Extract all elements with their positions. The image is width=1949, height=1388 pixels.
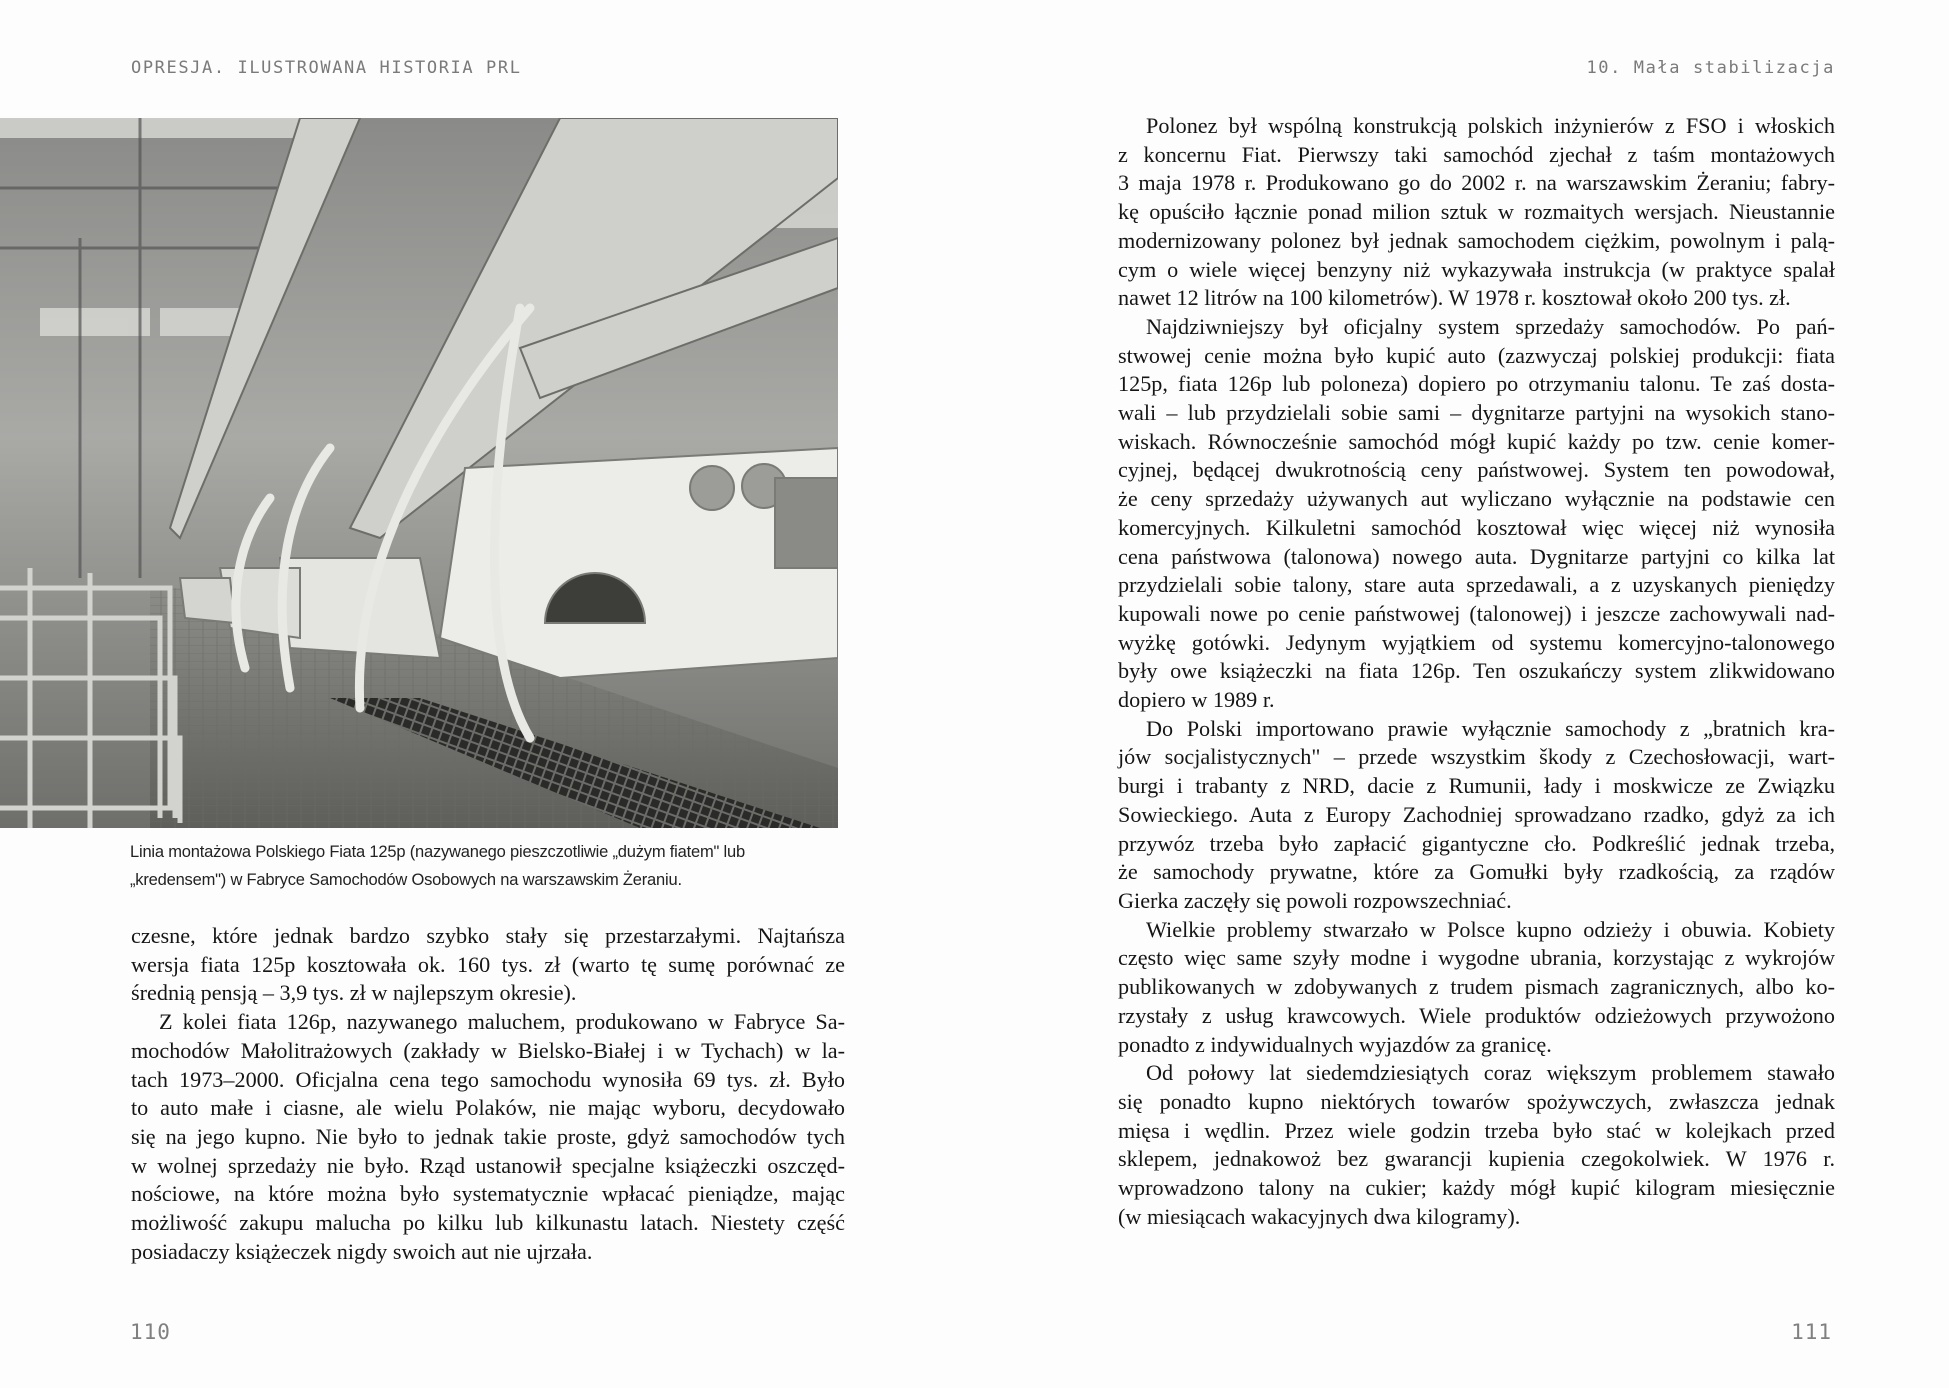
paragraph [131,922,845,1008]
running-head-book-title: OPRESJA. ILUSTROWANA HISTORIA PRL [131,58,522,78]
paragraph [1118,313,1835,715]
paragraph [1118,715,1835,916]
right-body-text [1118,112,1835,1231]
running-head-chapter-title: 10. Mała stabilizacja [1586,58,1835,78]
text-line: wersja fiata 125p kosztowała ok. 160 tys. zł (warto tę sumę porównać ze [131,951,845,977]
text-line: stwowej cenie można było kupić auto (zazwyczaj polskiej produkcji: fiata [1118,342,1835,368]
text-line: Polonez był wspólną konstrukcją polskich inżynierów z FSO i włoskich [1146,113,1835,138]
text-line: się na jego kupno. Nie było to jednak takie proste, gdyż samochodów tych [131,1123,845,1149]
caption-line: Linia montażowa Polskiego Fiata 125p (nazywanego pieszczotliwie „dużym fiatem" lub [130,843,745,861]
text-line: wprowadzono talony na cukier; każdy mógł kupić kilogram miesięcznie [1118,1175,1835,1201]
text-line: Do Polski importowano prawie wyłącznie samochody z „bratnich kra- [1146,715,1835,741]
paragraph [1118,1059,1835,1231]
text-line: ponadto z indywidualnych wyjazdów za granicę. [1118,1031,1552,1057]
text-line: komercyjnych. Kilkuletni samochód kosztował więc więcej niż wynosiła [1118,514,1835,540]
photo-caption [130,838,850,894]
text-line: że samochody prywatne, które za Gomułki były rzadkością, za rządów [1118,859,1835,885]
text-line: cena państwowa (talonowa) nowego auta. Dygnitarze partyjni co kilka lat [1118,543,1835,569]
text-line: (w miesiącach wakacyjnych dwa kilogramy). [1118,1203,1521,1229]
text-line: często więc same szyły modne i wygodne ubrania, korzystając z wykrojów [1118,945,1835,971]
text-line: kę opuściło łącznie ponad milion sztuk w rozmaitych wersjach. Nieustannie [1118,199,1835,225]
text-line: się ponadto kupno niektórych towarów spożywczych, zwłaszcza jednak [1118,1088,1835,1114]
text-line: to auto małe i ciasne, ale wielu Polaków, nie mając wyboru, decydowało [131,1095,845,1121]
paragraph [1118,916,1835,1060]
text-line: były owe książeczki na fiata 126p. Ten oszukańczy system zlikwidowano [1118,658,1835,684]
page-number-right: 111 [1791,1320,1832,1344]
text-line: przydzielali sobie talony, stare auta sprzedawali, a z uzyskanych pieniędzy [1118,572,1835,598]
text-line: średnią pensją – 3,9 tys. zł w najlepszym okresie). [131,980,577,1006]
text-line: Z kolei fiata 126p, nazywanego maluchem, produkowano w Fabryce Sa- [159,1009,845,1035]
text-line: Gierka zaczęły się powoli rozpowszechniać. [1118,887,1512,913]
text-line: możliwość zakupu malucha po kilku lub kilkunastu latach. Niestety część [131,1210,845,1236]
text-line: w wolnej sprzedaży nie było. Rząd ustanowił specjalne książeczki oszczęd- [131,1152,845,1178]
photo-illustration [0,118,838,828]
text-line: cyjnej, będącej dwukrotnością ceny państwowej. System ten powodował, [1118,457,1835,483]
left-body-text [131,922,845,1266]
text-line: cym o wiele więcej benzyny niż wykazywała instrukcja (w praktyce spalał [1118,256,1835,282]
text-line: wyżkę gotówki. Jedynym wyjątkiem od systemu komercyjno-talonowego [1118,629,1835,655]
text-line: 3 maja 1978 r. Produkowano go do 2002 r. na warszawskim Żeraniu; fabry- [1118,170,1835,196]
text-line: Od połowy lat siedemdziesiątych coraz większym problemem stawało [1146,1060,1835,1086]
text-line: nawet 12 litrów na 100 kilometrów). W 1978 r. kosztował około 200 tys. zł. [1118,285,1791,311]
text-line: 125p, fiata 126p lub poloneza) dopiero po otrzymaniu talonu. Te zaś dosta- [1118,371,1835,397]
paragraph [1118,112,1835,313]
text-line: modernizowany polonez był jednak samochodem ciężkim, powolnym i palą- [1118,227,1835,253]
text-line: sklepem, jednakowoż bez gwarancji kupienia czegokolwiek. W 1976 r. [1118,1146,1835,1172]
text-line: burgi i trabanty z NRD, dacie z Rumunii, łady i moskwicze ze Związku [1118,773,1835,799]
page-number-left: 110 [130,1320,171,1344]
text-line: publikowanych w zdobywanych z trudem pismach zagranicznych, albo ko- [1118,974,1835,1000]
text-line: Najdziwniejszy był oficjalny system sprzedaży samochodów. Po pań- [1146,313,1835,339]
paragraph [131,1008,845,1266]
text-line: posiadaczy książeczek nigdy swoich aut nie ujrzała. [131,1238,593,1264]
text-line: dopiero w 1989 r. [1118,687,1275,713]
text-line: czesne, które jednak bardzo szybko stały się przestarzałymi. Najtańsza [131,923,845,948]
text-line: mochodów Małolitrażowych (zakłady w Bielsko-Białej i w Tychach) w la- [131,1037,845,1063]
text-line: tach 1973–2000. Oficjalna cena tego samochodu wynosiła 69 tys. zł. Było [131,1066,845,1092]
text-line: wiskach. Równocześnie samochód mógł kupić każdy po tzw. cenie komer- [1118,428,1835,454]
text-line: wali – lub przydzielali sobie sami – dygnitarze partyjni na wysokich stano- [1118,400,1835,426]
text-line: mięsa i wędlin. Przez wiele godzin trzeba było stać w kolejkach przed [1118,1117,1835,1143]
text-line: rzystały z usług krawcowych. Wiele produktów odzieżowych przywożono [1118,1002,1835,1028]
text-line: Sowieckiego. Auta z Europy Zachodniej sprowadzano rzadko, gdyż za ich [1118,801,1835,827]
caption-line: „kredensem") w Fabryce Samochodów Osobowych na warszawskim Żeraniu. [130,871,682,889]
text-line: Wielkie problemy stwarzało w Polsce kupno odzieży i obuwia. Kobiety [1146,916,1835,942]
text-line: z koncernu Fiat. Pierwszy taki samochód zjechał z taśm montażowych [1118,141,1835,167]
text-line: nościowe, na które można było systematycznie wpłacać pieniądze, mając [131,1181,845,1207]
text-line: że ceny sprzedaży używanych aut wyliczano wyłącznie na podstawie cen [1118,486,1835,512]
assembly-line-photo [0,118,838,828]
text-line: jów socjalistycznych" – przede wszystkim škody z Czechosłowacji, wart- [1118,744,1835,770]
text-line: przywóz trzeba było zapłacić gigantyczne cło. Podkreślić jednak trzeba, [1118,830,1835,856]
text-line: kupowali nowe po cenie państwowej (talonowej) i jeszcze zachowywali nad- [1118,600,1835,626]
